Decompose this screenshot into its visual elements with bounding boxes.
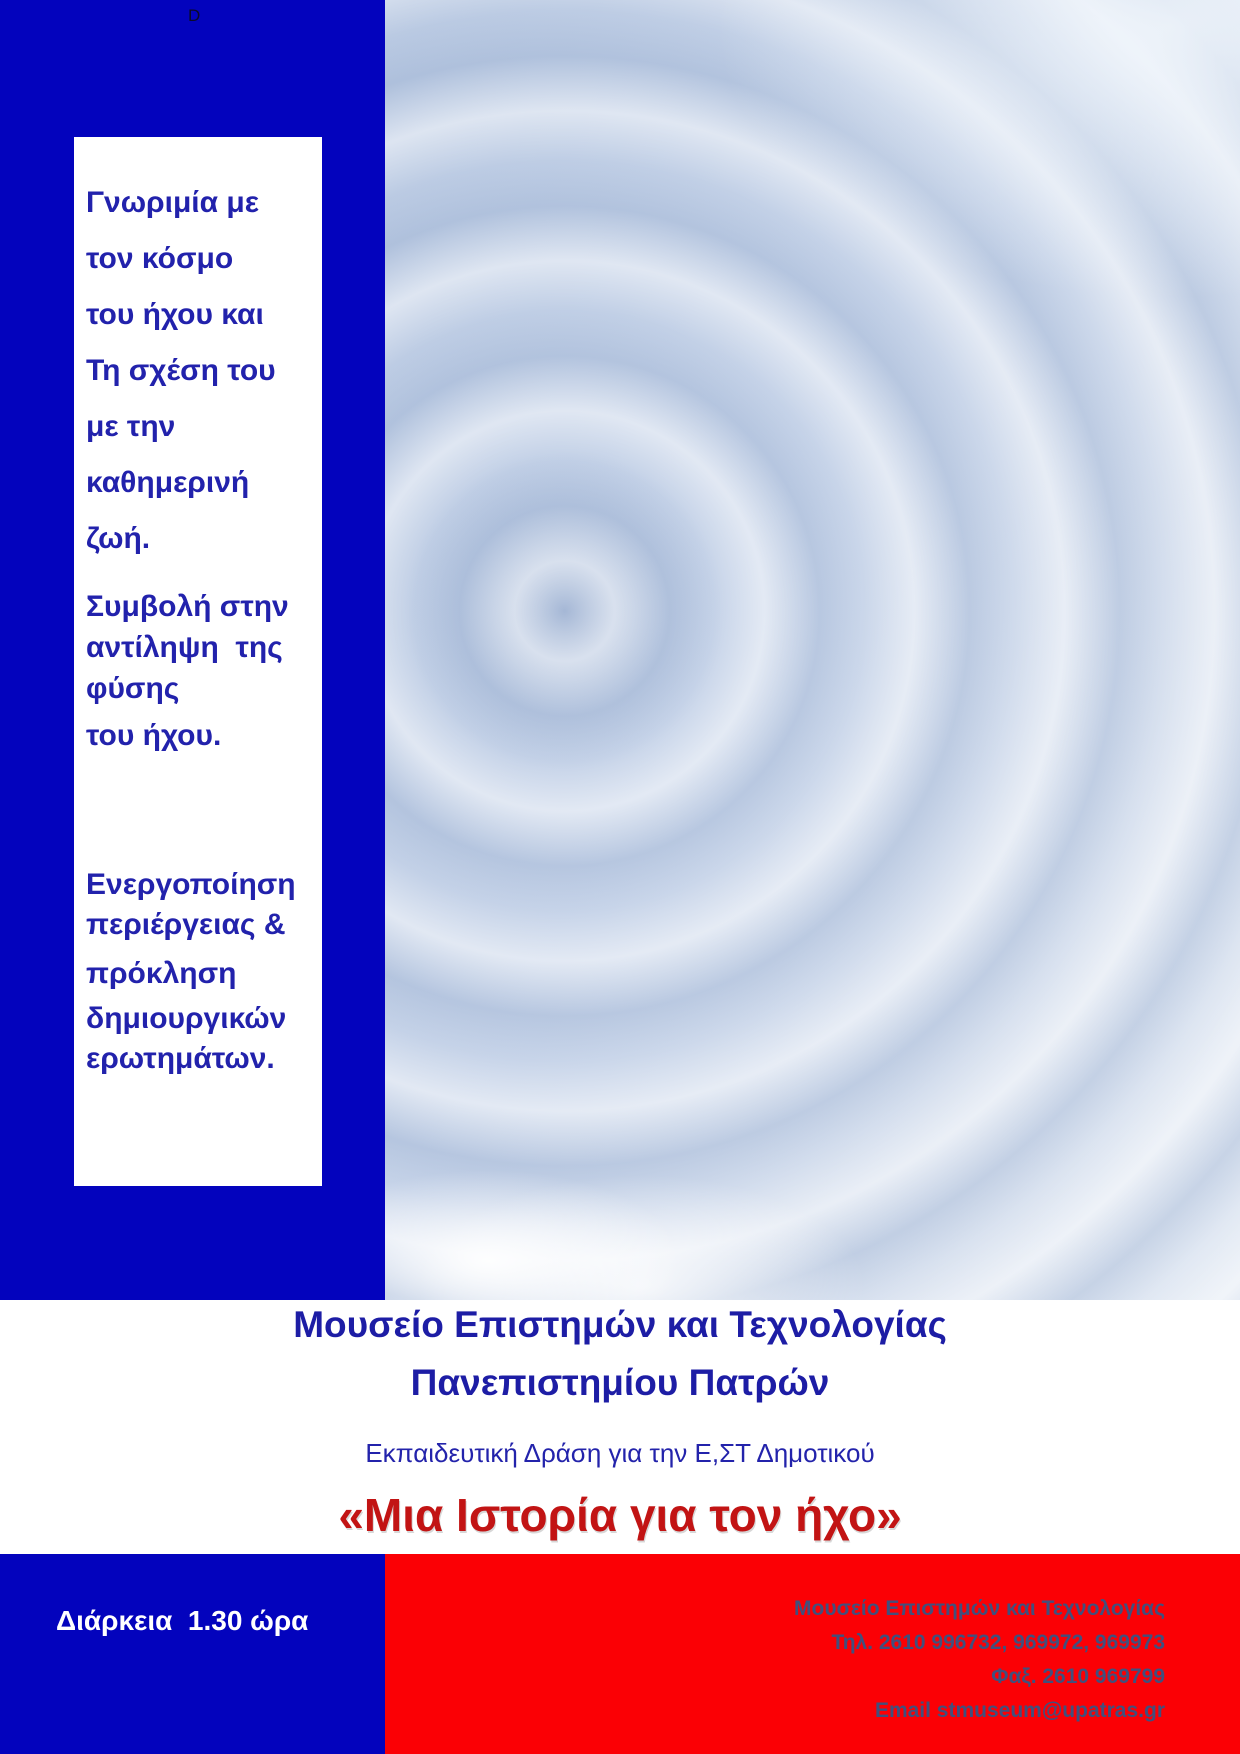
- title-section: [0, 1300, 1240, 1554]
- contact-line-email: Email stmuseum@upatras.gr: [874, 1699, 1165, 1722]
- objective-line: του ήχου και: [86, 298, 264, 331]
- objectives-paragraph-2-continued: [86, 720, 318, 752]
- museum-title-line-1: Μουσείο Επιστημών και Τεχνολογίας: [293, 1304, 947, 1345]
- contact-line-phone: Τηλ. 2610 996732, 969972, 969973: [831, 1631, 1165, 1654]
- duration-text: Διάρκεια 1.30 ώρα: [56, 1605, 309, 1636]
- objectives-paragraph-1: [86, 187, 318, 555]
- objective-line: με την: [86, 410, 176, 443]
- duration-panel: [0, 1554, 385, 1754]
- objective-line: περιέργειας &: [86, 908, 286, 941]
- objective-line: ζωή.: [86, 522, 151, 555]
- objective-line: Ενεργοποίηση: [86, 868, 296, 901]
- objective-line: του ήχου.: [86, 719, 222, 752]
- objective-line: ερωτημάτων.: [86, 1042, 275, 1075]
- activity-subtitle: Εκπαιδευτική Δράση για την Ε,ΣΤ Δημοτικού: [365, 1438, 875, 1468]
- museum-title-line-2: Πανεπιστημίου Πατρών: [410, 1362, 830, 1403]
- objective-line: αντίληψη της: [86, 631, 283, 664]
- water-ripples-image: [385, 0, 1240, 1300]
- footer-section: [0, 1554, 1240, 1754]
- objective-line: πρόκληση: [86, 957, 237, 990]
- objectives-box: [74, 137, 322, 1186]
- contact-panel: [385, 1554, 1240, 1754]
- contact-line-fax: Φαξ. 2610 969799: [991, 1665, 1165, 1688]
- objectives-paragraph-2: [86, 591, 318, 705]
- stray-character: D: [188, 6, 201, 25]
- objective-line: Τη σχέση του: [86, 354, 276, 387]
- objective-line: Γνωριμία με: [86, 186, 260, 219]
- event-title: «Μια Ιστορία για τον ήχο»: [338, 1489, 902, 1541]
- contact-line-museum: Μουσείο Επιστημών και Τεχνολογίας: [794, 1597, 1165, 1620]
- objective-line: τον κόσμο: [86, 242, 234, 275]
- objective-line: Συμβολή στην: [86, 590, 289, 623]
- objective-line: φύσης: [86, 672, 180, 705]
- objectives-paragraph-3: [86, 869, 318, 1075]
- left-blue-band: [0, 0, 385, 1300]
- objective-line: δημιουργικών: [86, 1002, 287, 1035]
- objective-line: καθημερινή: [86, 466, 250, 499]
